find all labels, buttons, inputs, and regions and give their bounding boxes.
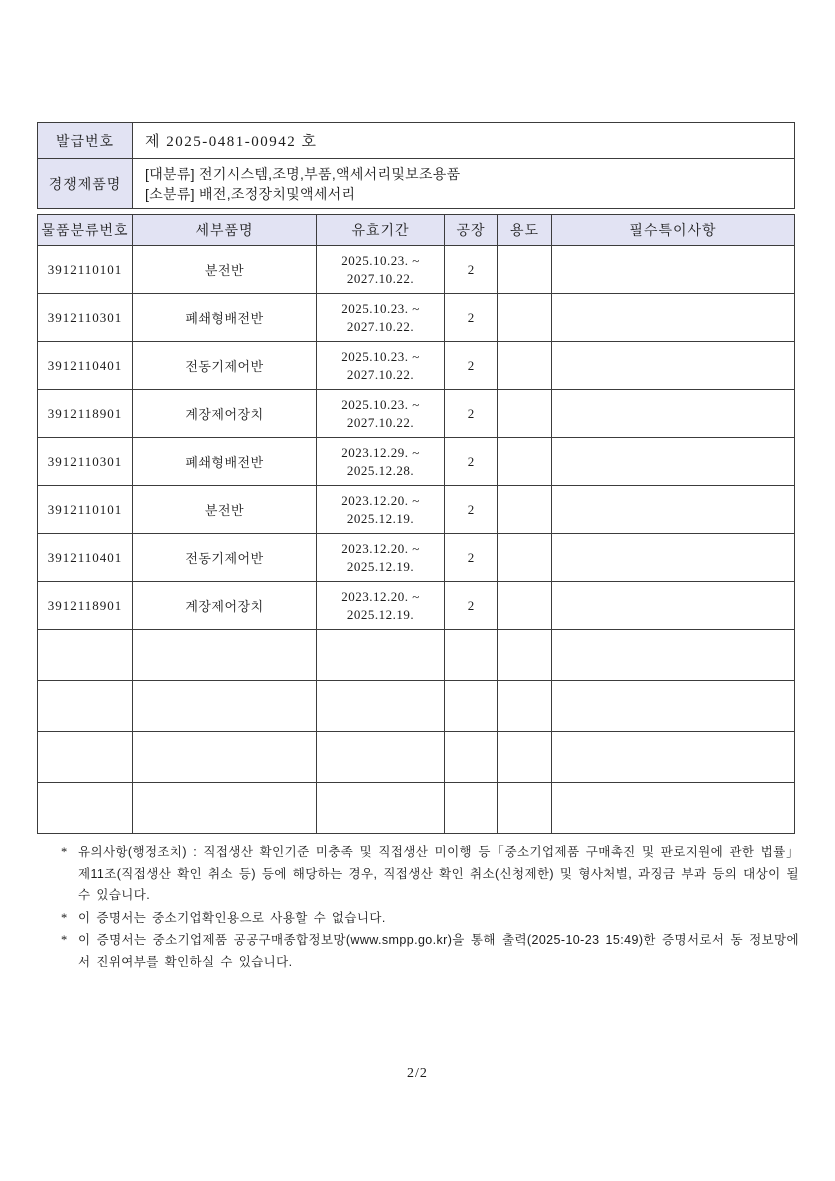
period-to: 2027.10.22. — [346, 270, 415, 286]
issue-number-row — [38, 123, 795, 159]
item-special-note — [552, 294, 795, 342]
period-to: 2025.12.28. — [346, 462, 415, 478]
item-name: 분전반 — [133, 246, 317, 294]
item-usage — [498, 534, 552, 582]
column-header-code: 물품분류번호 — [38, 215, 133, 246]
competing-product-label: 경쟁제품명 — [38, 159, 133, 209]
item-name: 분전반 — [133, 486, 317, 534]
item-name: 폐쇄형배전반 — [133, 438, 317, 486]
period-from: 2025.10.23. ~ — [341, 348, 420, 364]
table-row — [38, 582, 795, 630]
column-header-period: 유효기간 — [317, 215, 445, 246]
table-row — [38, 486, 795, 534]
item-name: 계장제어장치 — [133, 390, 317, 438]
item-code: 3912110301 — [38, 438, 133, 486]
period-from: 2023.12.20. ~ — [341, 540, 420, 556]
period-to: 2027.10.22. — [346, 318, 415, 334]
table-row — [38, 438, 795, 486]
table-row — [38, 390, 795, 438]
column-header-usage: 용도 — [498, 215, 552, 246]
column-header-name: 세부품명 — [133, 215, 317, 246]
item-period — [317, 342, 445, 390]
item-name: 전동기제어반 — [133, 534, 317, 582]
item-code: 3912110401 — [38, 342, 133, 390]
item-factory: 2 — [445, 486, 498, 534]
footnote-marker: * — [61, 910, 68, 925]
issue-number-text: 제 2025-0481-00942 호 — [145, 134, 318, 150]
item-usage — [498, 438, 552, 486]
item-period — [317, 438, 445, 486]
period-to: 2025.12.19. — [346, 510, 415, 526]
product-list-table — [37, 214, 795, 834]
item-special-note — [552, 486, 795, 534]
item-code: 3912118901 — [38, 582, 133, 630]
footnote-text: 이 증명서는 중소기업확인용으로 사용할 수 없습니다. — [78, 910, 386, 925]
item-period — [317, 582, 445, 630]
item-factory: 2 — [445, 534, 498, 582]
footnote-verification — [57, 930, 799, 973]
item-code: 3912118901 — [38, 390, 133, 438]
footnote-text: 유의사항(행정조치) : 직접생산 확인기준 미충족 및 직접생산 미이행 등「중소기업제품 구매촉진 및 판로지원에 관한 법률」제11조(직접생산 확인 취소 등) 등에 해당하는 경우, 직접생산 확인 취소(신청제한) 및 형사처벌, 과징금 부과 등의 대상이 될 수 있습니다. — [78, 845, 799, 902]
item-special-note — [552, 342, 795, 390]
period-to: 2025.12.19. — [346, 558, 415, 574]
table-row-empty — [38, 681, 795, 732]
item-usage — [498, 486, 552, 534]
item-code: 3912110101 — [38, 246, 133, 294]
item-factory: 2 — [445, 294, 498, 342]
footnote-caution — [57, 842, 799, 907]
table-row — [38, 342, 795, 390]
table-row-empty — [38, 630, 795, 681]
item-usage — [498, 582, 552, 630]
item-factory: 2 — [445, 246, 498, 294]
footnote-marker: * — [61, 845, 68, 859]
table-header-row — [38, 215, 795, 246]
item-name: 폐쇄형배전반 — [133, 294, 317, 342]
period-from: 2023.12.20. ~ — [341, 588, 420, 604]
table-row-empty — [38, 783, 795, 834]
item-code: 3912110101 — [38, 486, 133, 534]
item-factory: 2 — [445, 390, 498, 438]
product-minor-category: [소분류] 배전,조정장치및액세서리 — [145, 185, 356, 202]
product-major-category: [대분류] 전기시스템,조명,부품,액세서리및보조용품 — [145, 165, 461, 182]
footnotes — [57, 842, 799, 974]
item-usage — [498, 342, 552, 390]
item-special-note — [552, 390, 795, 438]
column-header-factory: 공장 — [445, 215, 498, 246]
table-row-empty — [38, 732, 795, 783]
item-special-note — [552, 246, 795, 294]
item-factory: 2 — [445, 438, 498, 486]
period-from: 2025.10.23. ~ — [341, 300, 420, 316]
item-usage — [498, 246, 552, 294]
column-header-special-notes: 필수특이사항 — [552, 215, 795, 246]
item-code: 3912110301 — [38, 294, 133, 342]
item-name: 계장제어장치 — [133, 582, 317, 630]
footnote-marker: * — [61, 933, 68, 947]
item-period — [317, 486, 445, 534]
item-name: 전동기제어반 — [133, 342, 317, 390]
table-row — [38, 246, 795, 294]
item-usage — [498, 294, 552, 342]
item-usage — [498, 390, 552, 438]
item-period — [317, 534, 445, 582]
table-row — [38, 534, 795, 582]
issue-number-value — [133, 123, 795, 159]
period-to: 2025.12.19. — [346, 606, 415, 622]
competing-product-value — [133, 159, 795, 209]
item-code: 3912110401 — [38, 534, 133, 582]
period-from: 2025.10.23. ~ — [341, 396, 420, 412]
period-to: 2027.10.22. — [346, 414, 415, 430]
footnote-not-for-sme-confirmation — [57, 908, 799, 930]
certificate-content — [37, 122, 795, 834]
issue-number-label: 발급번호 — [38, 123, 133, 159]
item-period — [317, 390, 445, 438]
period-from: 2023.12.29. ~ — [341, 444, 420, 460]
competing-product-row — [38, 159, 795, 209]
period-from: 2025.10.23. ~ — [341, 252, 420, 268]
page-number: 2/2 — [407, 1066, 428, 1081]
table-row — [38, 294, 795, 342]
item-factory: 2 — [445, 582, 498, 630]
period-from: 2023.12.20. ~ — [341, 492, 420, 508]
footnote-text: 이 증명서는 중소기업제품 공공구매종합정보망(www.smpp.go.kr)을 통해 출력(2025-10-23 15:49)한 증명서로서 동 정보망에서 진위여부를 확인하실 수 있습니다. — [78, 933, 799, 969]
item-special-note — [552, 438, 795, 486]
item-factory: 2 — [445, 342, 498, 390]
item-period — [317, 246, 445, 294]
item-special-note — [552, 534, 795, 582]
item-period — [317, 294, 445, 342]
period-to: 2027.10.22. — [346, 366, 415, 382]
item-special-note — [552, 582, 795, 630]
issue-info-table — [37, 122, 795, 209]
